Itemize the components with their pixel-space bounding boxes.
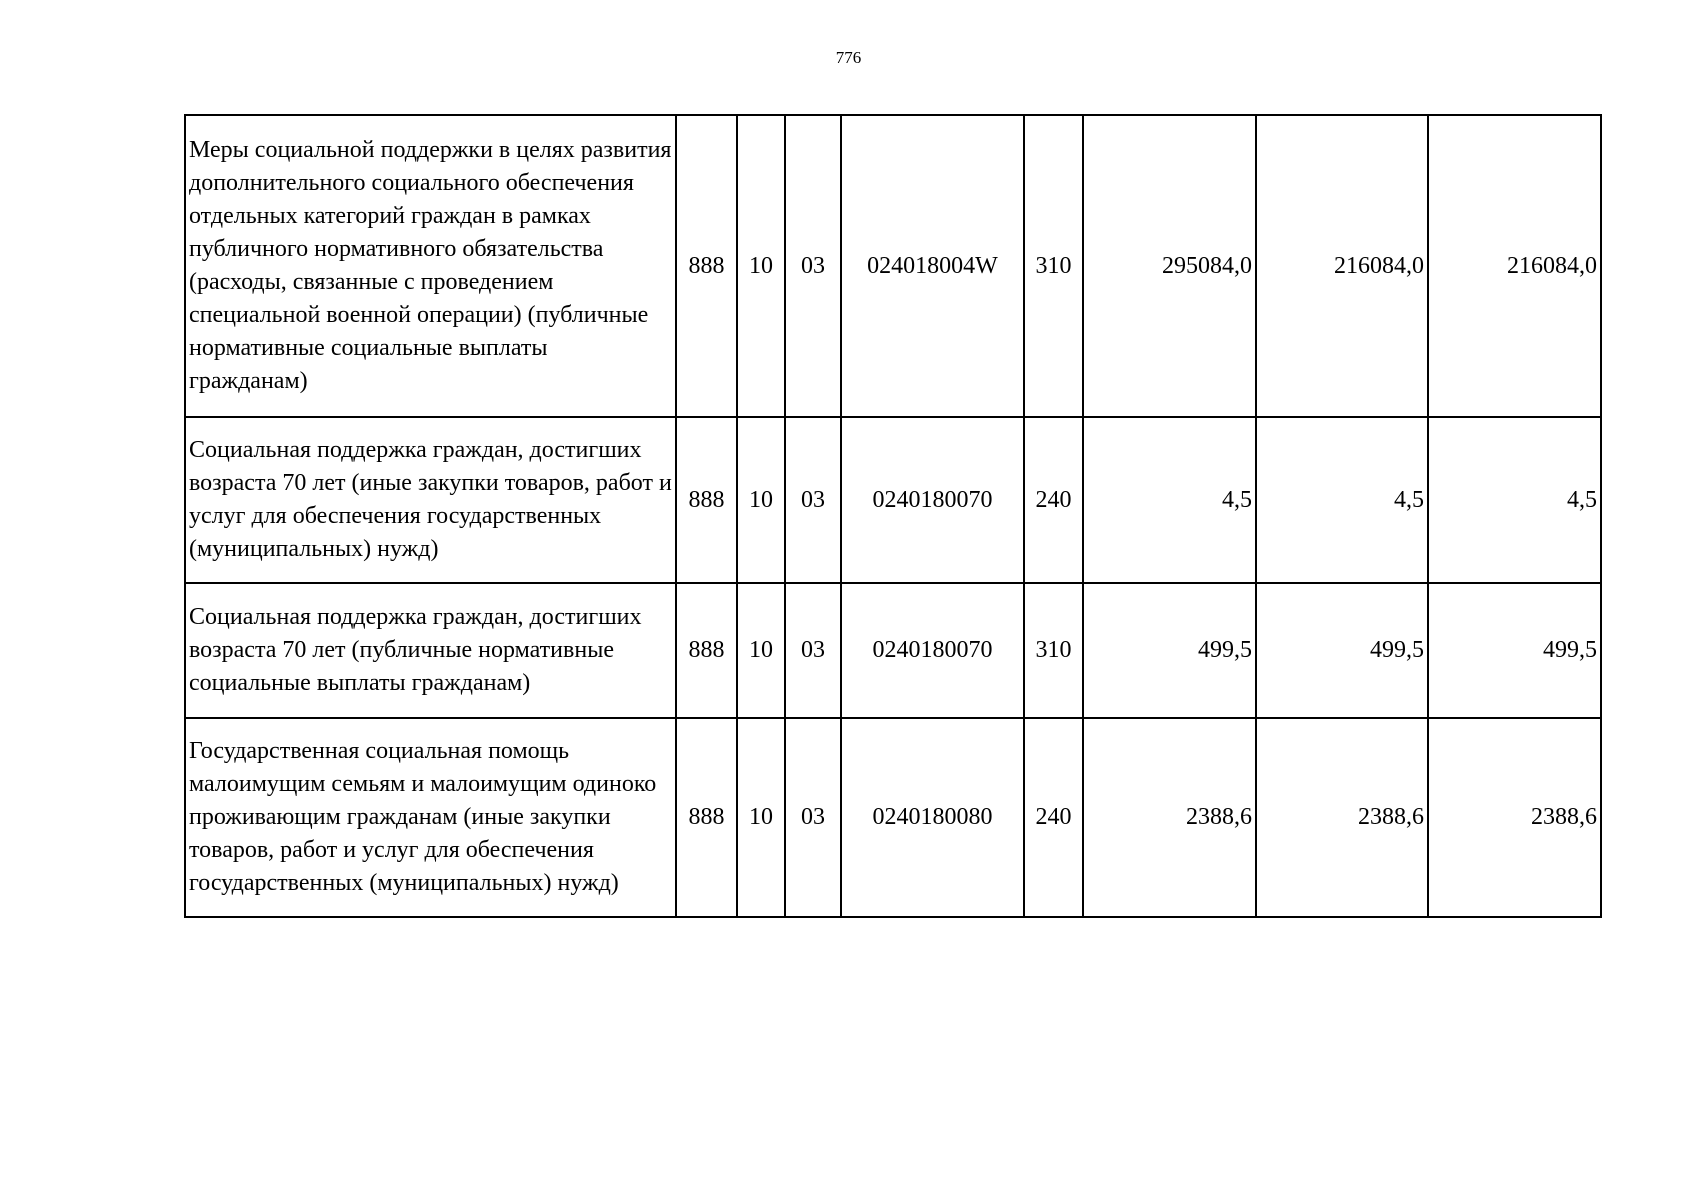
expense-name-cell: Государственная социальная помощь малоимущим семьям и малоимущим одиноко проживающим гражданам (иные закупки товаров, работ и услуг для обеспечения государственных (муниципальных) нужд) (185, 718, 676, 917)
ministry-code-cell: 888 (676, 718, 737, 917)
expense-name-cell: Меры социальной поддержки в целях развития дополнительного социального обеспечения отдельных категорий граждан в рамках публичного нормативного обязательства (расходы, связанные с проведением специальной военной операции) (публичные нормативные социальные выплаты гражданам) (185, 115, 676, 417)
expense-type-cell: 240 (1024, 417, 1083, 583)
target-article-cell: 0240180070 (841, 583, 1024, 718)
expense-name-cell: Социальная поддержка граждан, достигших возраста 70 лет (публичные нормативные социальные выплаты гражданам) (185, 583, 676, 718)
subsection-code-cell: 03 (785, 583, 841, 718)
expense-type-cell: 310 (1024, 115, 1083, 417)
ministry-code-cell: 888 (676, 115, 737, 417)
ministry-code-cell: 888 (676, 417, 737, 583)
amount-2-cell: 216084,0 (1256, 115, 1428, 417)
amount-3-cell: 4,5 (1428, 417, 1601, 583)
amount-3-cell: 216084,0 (1428, 115, 1601, 417)
subsection-code-cell: 03 (785, 417, 841, 583)
subsection-code-cell: 03 (785, 115, 841, 417)
ministry-code-cell: 888 (676, 583, 737, 718)
amount-3-cell: 2388,6 (1428, 718, 1601, 917)
table-row (185, 583, 1601, 718)
expense-type-cell: 240 (1024, 718, 1083, 917)
budget-table (184, 114, 1602, 918)
page-number: 776 (835, 48, 862, 67)
amount-1-cell: 2388,6 (1083, 718, 1256, 917)
table-row (185, 718, 1601, 917)
expense-name-cell: Социальная поддержка граждан, достигших возраста 70 лет (иные закупки товаров, работ и услуг для обеспечения государственных (муниципальных) нужд) (185, 417, 676, 583)
target-article-cell: 0240180070 (841, 417, 1024, 583)
amount-1-cell: 499,5 (1083, 583, 1256, 718)
amount-2-cell: 4,5 (1256, 417, 1428, 583)
target-article-cell: 024018004W (841, 115, 1024, 417)
amount-1-cell: 4,5 (1083, 417, 1256, 583)
table-row (185, 417, 1601, 583)
section-code-cell: 10 (737, 718, 785, 917)
target-article-cell: 0240180080 (841, 718, 1024, 917)
amount-3-cell: 499,5 (1428, 583, 1601, 718)
amount-1-cell: 295084,0 (1083, 115, 1256, 417)
amount-2-cell: 499,5 (1256, 583, 1428, 718)
amount-2-cell: 2388,6 (1256, 718, 1428, 917)
table-row (185, 115, 1601, 417)
section-code-cell: 10 (737, 115, 785, 417)
subsection-code-cell: 03 (785, 718, 841, 917)
section-code-cell: 10 (737, 583, 785, 718)
expense-type-cell: 310 (1024, 583, 1083, 718)
section-code-cell: 10 (737, 417, 785, 583)
